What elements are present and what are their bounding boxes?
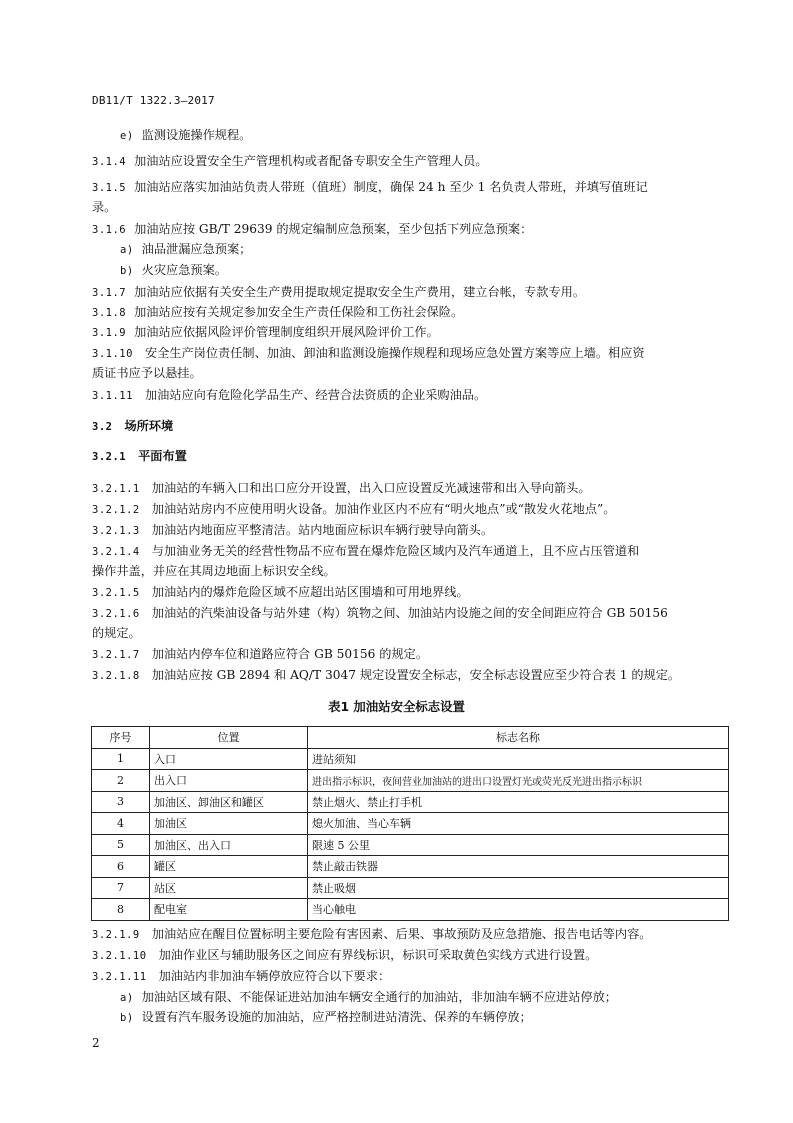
cell-sign: 当心触电 [308, 899, 729, 921]
cell-location: 加油区 [150, 813, 308, 835]
cell-seq: 1 [92, 748, 150, 770]
clause-3-1-5-cont: 录。 [92, 200, 117, 214]
cell-location: 加油区、卸油区和罐区 [150, 791, 308, 813]
clause-3-2-1-10: 3.2.1.10 加油作业区与辅助服务区之间应有界线标识，标识可采取黄色实线方式进行设置。 [92, 948, 598, 962]
table-row [92, 899, 729, 921]
clause-3-2-1-11: 3.2.1.11 加油站内非加油车辆停放应符合以下要求： [92, 969, 391, 983]
cell-seq: 7 [92, 877, 150, 899]
table-row [92, 834, 729, 856]
cell-seq: 8 [92, 899, 150, 921]
clause-3-2-1-7: 3.2.1.7 加油站内停车位和道路应符合 GB 50156 的规定。 [92, 647, 429, 661]
clause-3-2-1-1: 3.2.1.1 加油站的车辆入口和出口应分开设置，出入口应设置反光减速带和出入导向箭头。 [92, 481, 591, 495]
table-row [92, 877, 729, 899]
cell-seq: 2 [92, 770, 150, 792]
clause-3-2-1-5: 3.2.1.5 加油站内的爆炸危险区域不应超出站区围墙和可用地界线。 [92, 585, 469, 599]
table-row [92, 856, 729, 878]
cell-sign: 禁止吸烟 [308, 877, 729, 899]
clause-3-2-1-8: 3.2.1.8 加油站应按 GB 2894 和 AQ/T 3047 规定设置安全标志，安全标志设置应至少符合表 1 的规定。 [92, 668, 681, 682]
cell-sign: 进站须知 [308, 748, 729, 770]
clause-3-1-4: 3.1.4 加油站应设置安全生产管理机构或者配备专职安全生产管理人员。 [92, 154, 488, 168]
table-row [92, 813, 729, 835]
cell-sign: 禁止烟火、禁止打手机 [308, 791, 729, 813]
cell-location: 加油区、出入口 [150, 834, 308, 856]
table-row [92, 748, 729, 770]
cell-location: 罐区 [150, 856, 308, 878]
safety-sign-table [91, 726, 729, 921]
clause-3-1-9: 3.1.9 加油站应依据风险评价管理制度组织开展风险评价工作。 [92, 325, 439, 339]
table-header-row [92, 727, 729, 749]
cell-sign: 禁止敲击铁器 [308, 856, 729, 878]
item-e: e) 监测设施操作规程。 [120, 128, 252, 142]
header-sign-name: 标志名称 [308, 727, 729, 749]
cell-location: 配电室 [150, 899, 308, 921]
header-location: 位置 [150, 727, 308, 749]
section-3-2-1-heading: 3.2.1 平面布置 [92, 449, 187, 463]
clause-3-1-10: 3.1.10 安全生产岗位责任制、加油、卸油和监测设施操作规程和现场应急处置方案等应上墙。相应资 [92, 346, 645, 360]
cell-seq: 5 [92, 834, 150, 856]
clause-3-1-11: 3.1.11 加油站应向有危险化学品生产、经营合法资质的企业采购油品。 [92, 388, 487, 402]
clause-3-2-1-4-cont: 操作井盖，并应在其周边地面上标识安全线。 [92, 564, 336, 578]
cell-location: 出入口 [150, 770, 308, 792]
item-a: a) 油品泄漏应急预案； [120, 242, 252, 256]
clause-3-2-1-2: 3.2.1.2 加油站站房内不应使用明火设备。加油作业区内不应有“明火地点”或“散发火花地点”。 [92, 502, 616, 516]
clause-3-2-1-6-cont: 的规定。 [92, 626, 141, 640]
cell-location: 站区 [150, 877, 308, 899]
clause-3-2-1-4: 3.2.1.4 与加油业务无关的经营性物品不应布置在爆炸危险区域内及汽车通道上，且不应占压管道和 [92, 544, 640, 558]
cell-seq: 3 [92, 791, 150, 813]
section-3-2-heading: 3.2 场所环境 [92, 419, 174, 433]
clause-3-2-1-6: 3.2.1.6 加油站的汽柴油设备与站外建（构）筑物之间、加油站内设施之间的安全间距应符合 GB 50156 [92, 606, 668, 620]
cell-seq: 4 [92, 813, 150, 835]
clause-3-1-7: 3.1.7 加油站应依据有关安全生产费用提取规定提取安全生产费用，建立台帐，专款专用。 [92, 285, 586, 299]
item-b-parking: b) 设置有汽车服务设施的加油站，应严格控制进站清洗、保养的车辆停放； [120, 1010, 532, 1024]
clause-3-1-10-cont: 质证书应予以悬挂。 [92, 366, 202, 380]
cell-sign: 限速 5 公里 [308, 834, 729, 856]
clause-3-2-1-9: 3.2.1.9 加油站应在醒目位置标明主要危险有害因素、后果、事故预防及应急措施、报告电话等内容。 [92, 927, 652, 941]
clause-3-1-5: 3.1.5 加油站应落实加油站负责人带班（值班）制度，确保 24 h 至少 1 名负责人带班，并填写值班记 [92, 180, 648, 194]
clause-3-1-8: 3.1.8 加油站应按有关规定参加安全生产责任保险和工伤社会保险。 [92, 305, 464, 319]
standard-code-header: DB11/T 1322.3—2017 [92, 94, 215, 107]
table-caption: 表1 加油站安全标志设置 [328, 699, 465, 714]
cell-sign: 熄火加油、当心车辆 [308, 813, 729, 835]
clause-3-2-1-3: 3.2.1.3 加油站内地面应平整清洁。站内地面应标识车辆行驶导向箭头。 [92, 523, 494, 537]
cell-location: 入口 [150, 748, 308, 770]
item-b: b) 火灾应急预案。 [120, 263, 227, 277]
clause-3-1-6: 3.1.6 加油站应按 GB/T 29639 的规定编制应急预案，至少包括下列应急预案： [92, 222, 533, 236]
header-seq: 序号 [92, 727, 150, 749]
table-row [92, 770, 729, 792]
page-number: 2 [92, 1036, 100, 1050]
cell-sign: 进出指示标识，夜间营业加油站的进出口设置灯光或荧光反光进出指示标识 [308, 770, 729, 792]
table-row [92, 791, 729, 813]
cell-seq: 6 [92, 856, 150, 878]
item-a-parking: a) 加油站区域有限、不能保证进站加油车辆安全通行的加油站，非加油车辆不应进站停放； [120, 990, 617, 1004]
